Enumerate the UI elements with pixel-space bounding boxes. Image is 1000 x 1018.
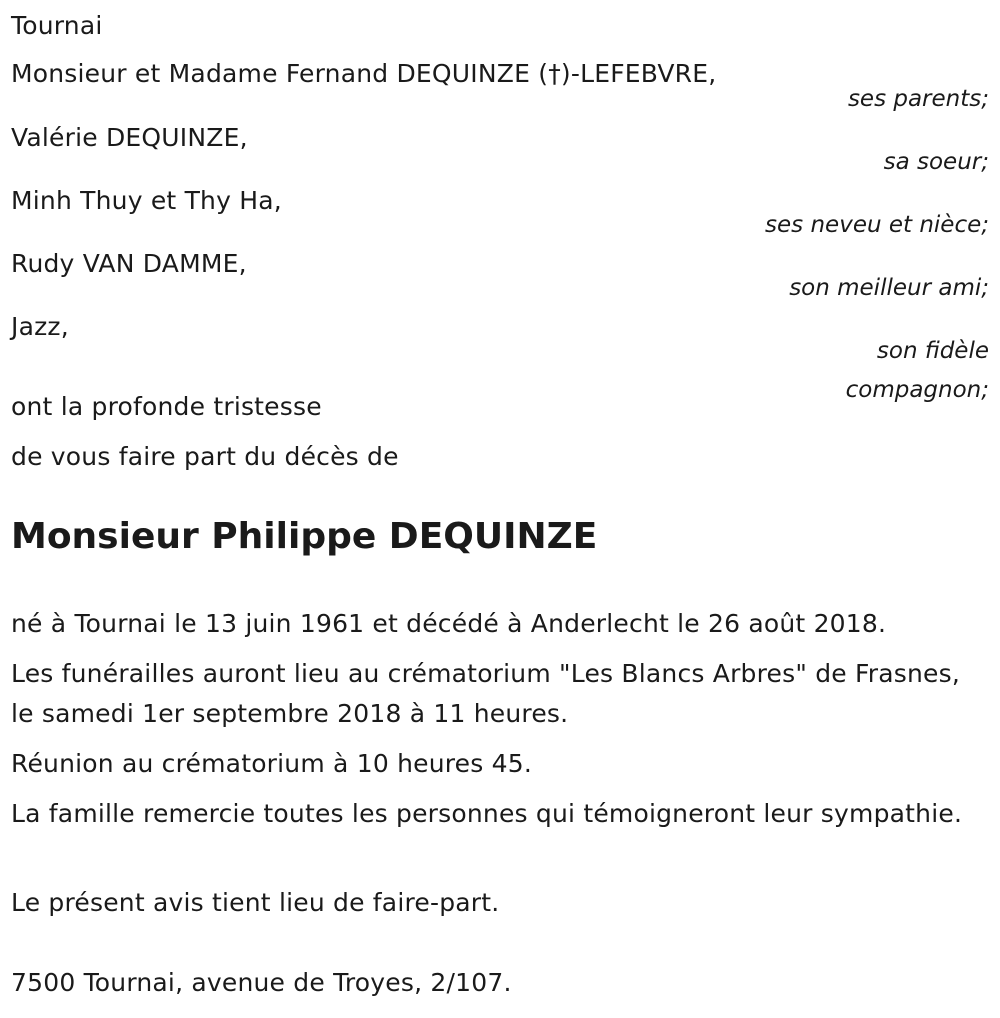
funeral-details: Les funérailles auront lieu au crématorium "Les Blancs Arbres" de Frasnes, le samedi 1er septembre 2018 à 11 heures. — [11, 659, 960, 728]
family-role-nephew-niece: ses neveu et nièce; — [765, 212, 989, 238]
family-member-friend: Rudy VAN DAMME, — [11, 249, 247, 278]
thanks-message: La famille remercie toutes les personnes qui témoigneront leur sympathie. — [11, 799, 963, 828]
city-heading: Tournai — [11, 11, 103, 40]
family-member-nephew-niece: Minh Thuy et Thy Ha, — [11, 186, 282, 215]
announcement-line-1: ont la profonde tristesse — [11, 392, 322, 421]
family-role-companion-line2: compagnon; — [845, 377, 989, 403]
notice-statement: Le présent avis tient lieu de faire-part. — [11, 888, 500, 917]
family-role-parents: ses parents; — [847, 86, 989, 112]
address: 7500 Tournai, avenue de Troyes, 2/107. — [11, 968, 512, 997]
family-role-sister: sa soeur; — [883, 149, 989, 175]
family-role-companion-line1: son fidèle — [876, 338, 989, 364]
family-member-sister: Valérie DEQUINZE, — [11, 123, 248, 152]
deceased-name: Monsieur Philippe DEQUINZE — [11, 516, 598, 557]
family-role-friend: son meilleur ami; — [789, 275, 989, 301]
birth-death-details: né à Tournai le 13 juin 1961 et décédé à Anderlecht le 26 août 2018. — [11, 609, 887, 638]
family-member-parents: Monsieur et Madame Fernand DEQUINZE (†)-LEFEBVRE, — [11, 59, 717, 88]
family-member-companion: Jazz, — [11, 312, 69, 341]
announcement-line-2: de vous faire part du décès de — [11, 442, 399, 471]
meeting-details: Réunion au crématorium à 10 heures 45. — [11, 749, 532, 778]
